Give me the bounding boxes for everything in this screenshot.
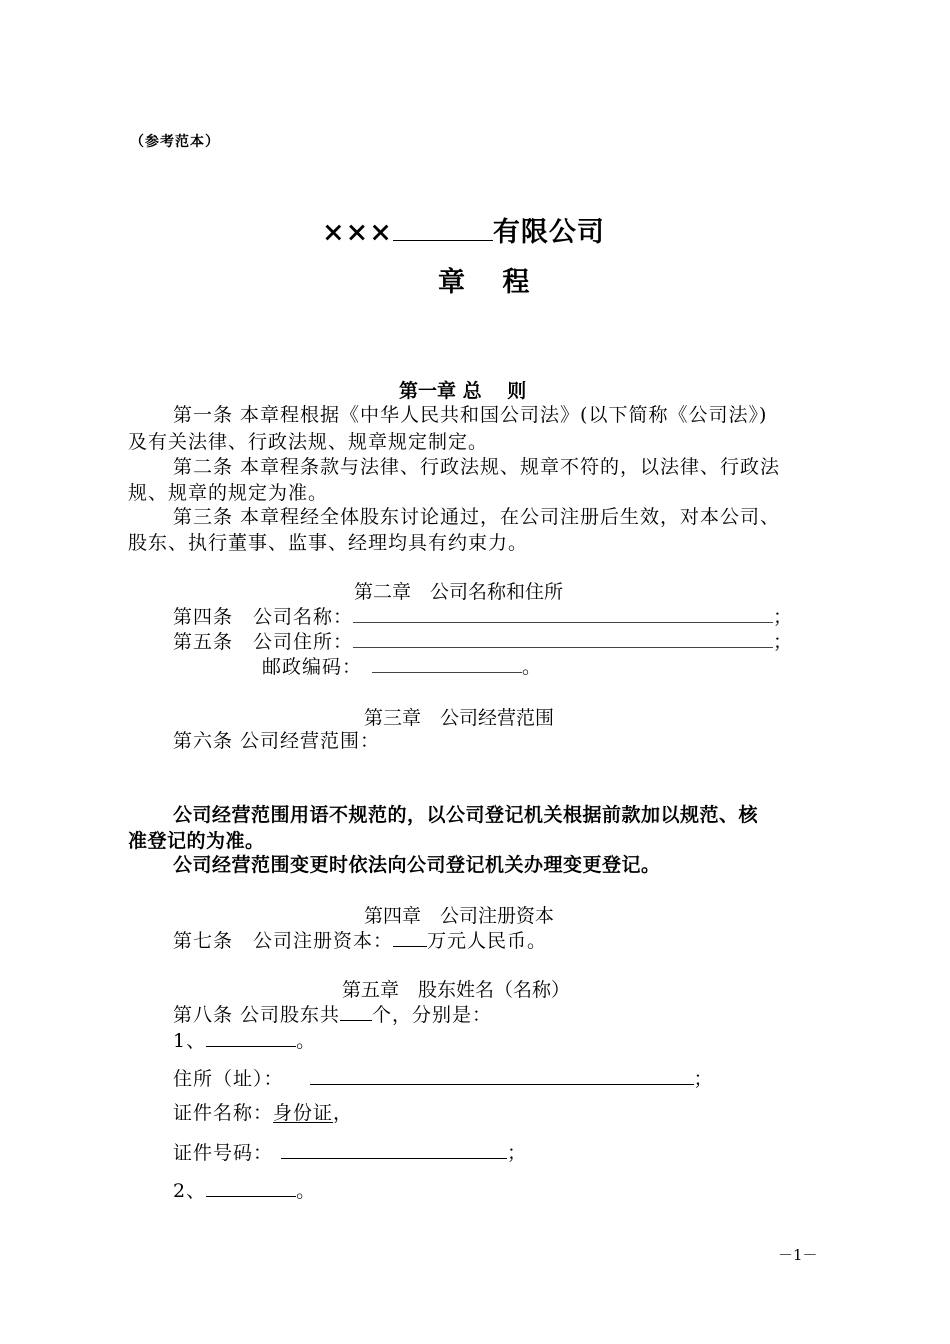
chapter1-heading: 第一章 总 则 xyxy=(399,380,527,402)
address-line xyxy=(173,1066,714,1091)
article5-end: ； xyxy=(773,631,794,653)
article7-suffix: 万元人民币。 xyxy=(427,930,548,952)
document-subtitle: 章 程 xyxy=(438,267,544,298)
scope-note2: 公司经营范围变更时依法向公司登记机关办理变更登记。 xyxy=(173,854,661,876)
id-name-end: ， xyxy=(333,1102,354,1124)
id-name-value: 身份证 xyxy=(273,1102,334,1124)
article3-line1: 第三条 本章程经全体股东讨论通过，在公司注册后生效，对本公司、 xyxy=(173,506,781,528)
id-number-line xyxy=(173,1140,527,1165)
address-end: ； xyxy=(693,1068,714,1090)
reference-label: （参考范本） xyxy=(130,134,220,150)
shareholder-item-1 xyxy=(173,1028,316,1053)
id-number-end: ； xyxy=(507,1142,528,1164)
registered-capital-field[interactable] xyxy=(393,928,427,947)
title-company-suffix: 有限公司 xyxy=(492,217,605,248)
article5 xyxy=(173,629,793,654)
company-name-field[interactable] xyxy=(353,604,773,623)
article2-line1: 第二条 本章程条款与法律、行政法规、规章不符的，以法律、行政法 xyxy=(173,456,781,478)
scope-note1-line2: 准登记的为准。 xyxy=(128,830,265,852)
item2-number: 2、 xyxy=(173,1180,207,1202)
shareholder-item-2 xyxy=(173,1178,316,1203)
article4-label: 第四条 公司名称： xyxy=(173,606,354,628)
item1-end: 。 xyxy=(296,1030,317,1052)
id-name-line xyxy=(173,1101,353,1125)
shareholder2-name-field[interactable] xyxy=(206,1178,296,1197)
postcode-end: 。 xyxy=(522,656,543,678)
scope-note1-line1: 公司经营范围用语不规范的，以公司登记机关根据前款加以规范、核 xyxy=(173,804,759,826)
id-name-label: 证件名称： xyxy=(173,1102,274,1124)
chapter3-heading: 第三章 公司经营范围 xyxy=(364,707,555,729)
id-number-label: 证件号码： xyxy=(173,1142,274,1164)
shareholder-count-field[interactable] xyxy=(340,1002,372,1021)
article8-prefix: 第八条 公司股东共 xyxy=(173,1004,341,1026)
postcode-label: 邮政编码： xyxy=(262,656,363,678)
article4 xyxy=(173,604,793,629)
article3-line2: 股东、执行董事、监事、经理均具有约束力。 xyxy=(128,532,529,554)
article7 xyxy=(173,928,547,953)
article6: 第六条 公司经营范围： xyxy=(173,730,381,752)
item2-end: 。 xyxy=(296,1180,317,1202)
article8-suffix: 个，分别是： xyxy=(372,1004,493,1026)
article8 xyxy=(173,1002,492,1027)
postcode-field[interactable] xyxy=(372,654,522,673)
title-prefix: ××× xyxy=(322,217,393,248)
article7-label: 第七条 公司注册资本： xyxy=(173,930,394,952)
chapter4-heading: 第四章 公司注册资本 xyxy=(364,905,555,927)
page-number: －1－ xyxy=(778,1246,818,1264)
article5-label: 第五条 公司住所： xyxy=(173,631,354,653)
shareholder1-address-field[interactable] xyxy=(310,1066,694,1085)
shareholder1-name-field[interactable] xyxy=(206,1028,296,1047)
item1-number: 1、 xyxy=(173,1030,207,1052)
chapter2-heading: 第二章 公司名称和住所 xyxy=(354,581,564,603)
chapter5-heading: 第五章 股东姓名（名称） xyxy=(342,979,571,1001)
address-label: 住所（址）： xyxy=(173,1068,284,1090)
article4-end: ； xyxy=(773,606,794,628)
company-title xyxy=(322,210,605,249)
article1-line2: 及有关法律、行政法规、规章规定制定。 xyxy=(128,431,489,453)
article1-line1: 第一条 本章程根据《中华人民共和国公司法》(以下简称《公司法》) xyxy=(173,404,768,426)
company-name-blank xyxy=(393,218,493,241)
id-number-field[interactable] xyxy=(281,1140,507,1159)
postcode-line xyxy=(262,654,542,679)
company-address-field[interactable] xyxy=(353,629,773,648)
article2-line2: 规、规章的规定为准。 xyxy=(128,482,329,504)
